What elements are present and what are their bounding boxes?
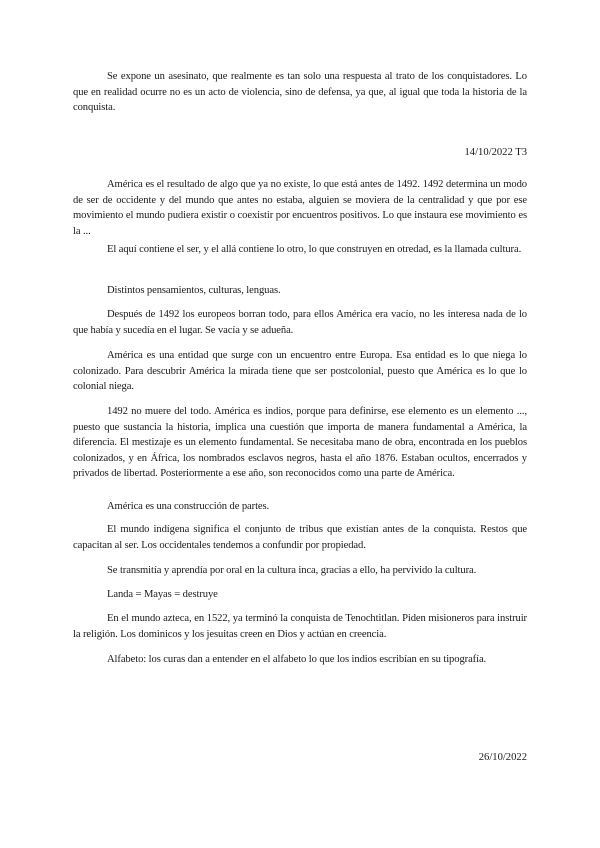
- paragraph-5: América es una entidad que surge con un encuentro entre Europa. Esa entidad es lo que niega lo colonizado. Para descubrir América la mirada tiene que ser postcolonial, puesto que América es lo que lo colonial niega.: [73, 350, 527, 393]
- paragraph-intro: Se expone un asesinato, que realmente es tan solo una respuesta al trato de los conquistadores. Lo que en realidad ocurre no es un acto de violencia, sino de defensa, ya que, al igual que toda la historia de la conquista.: [73, 71, 527, 114]
- paragraph-1: América es el resultado de algo que ya no existe, lo que está antes de 1492. 1492 determina un modo de ser de occidente y del mundo que antes no estaba, alguien se moviera de la centralidad y que por ese movimiento el mundo pudiera existir o coexistir por encuentros positivos. Lo que instaura ese movimiento es la ...: [73, 179, 527, 237]
- paragraph-2: El aquí contiene el ser, y el allá contiene lo otro, lo que construyen en otredad, es la llamada cultura.: [107, 244, 522, 255]
- paragraph-7: América es una construcción de partes.: [107, 501, 270, 512]
- document-page: [73, 0, 527, 848]
- paragraph-10: Landa = Mayas = destruye: [107, 589, 218, 600]
- paragraph-9: Se transmitía y aprendía por oral en la cultura inca, gracias a ello, ha pervivido la cultura.: [107, 565, 477, 576]
- paragraph-4: Después de 1492 los europeos borran todo, para ellos América era vacío, no les interesa nada de lo que había y sucedía en el lugar. Se vacía y se adueña.: [73, 309, 527, 336]
- paragraph-8: El mundo indígena significa el conjunto de tribus que existían antes de la conquista. Restos que capacitan al ser. Los occidentales tendemos a confundir por propiedad.: [73, 524, 527, 551]
- paragraph-3: Distintos pensamientos, culturas, lenguas.: [107, 285, 281, 296]
- paragraph-11: En el mundo azteca, en 1522, ya terminó la conquista de Tenochtitlan. Piden misioneros para instruir la religión. Los dominicos y los jesuitas creen en Dios y actúan en creencia.: [73, 613, 527, 640]
- paragraph-6: 1492 no muere del todo. América es indios, porque para definirse, ese elemento es un elemento ..., puesto que sustancia la historia, implica una cuestión que importa de manera fundamental a América, la diferencia. El mestizaje es un elemento fundamental. Se necesitaba mano de obra, encontrada en los pueblos colonizados, y en África, los nombrados esclavos negros, hasta el año 1876. Estaban ocultos, encerrados y privados de libertad. Posteriormente a ese año, son reconocidos como una parte de América.: [73, 406, 527, 480]
- date-heading-1: 14/10/2022 T3: [464, 147, 527, 158]
- date-heading-2: 26/10/2022: [478, 752, 527, 763]
- paragraph-12: Alfabeto: los curas dan a entender en el alfabeto lo que los indios escribían en su tipografía.: [107, 654, 487, 665]
